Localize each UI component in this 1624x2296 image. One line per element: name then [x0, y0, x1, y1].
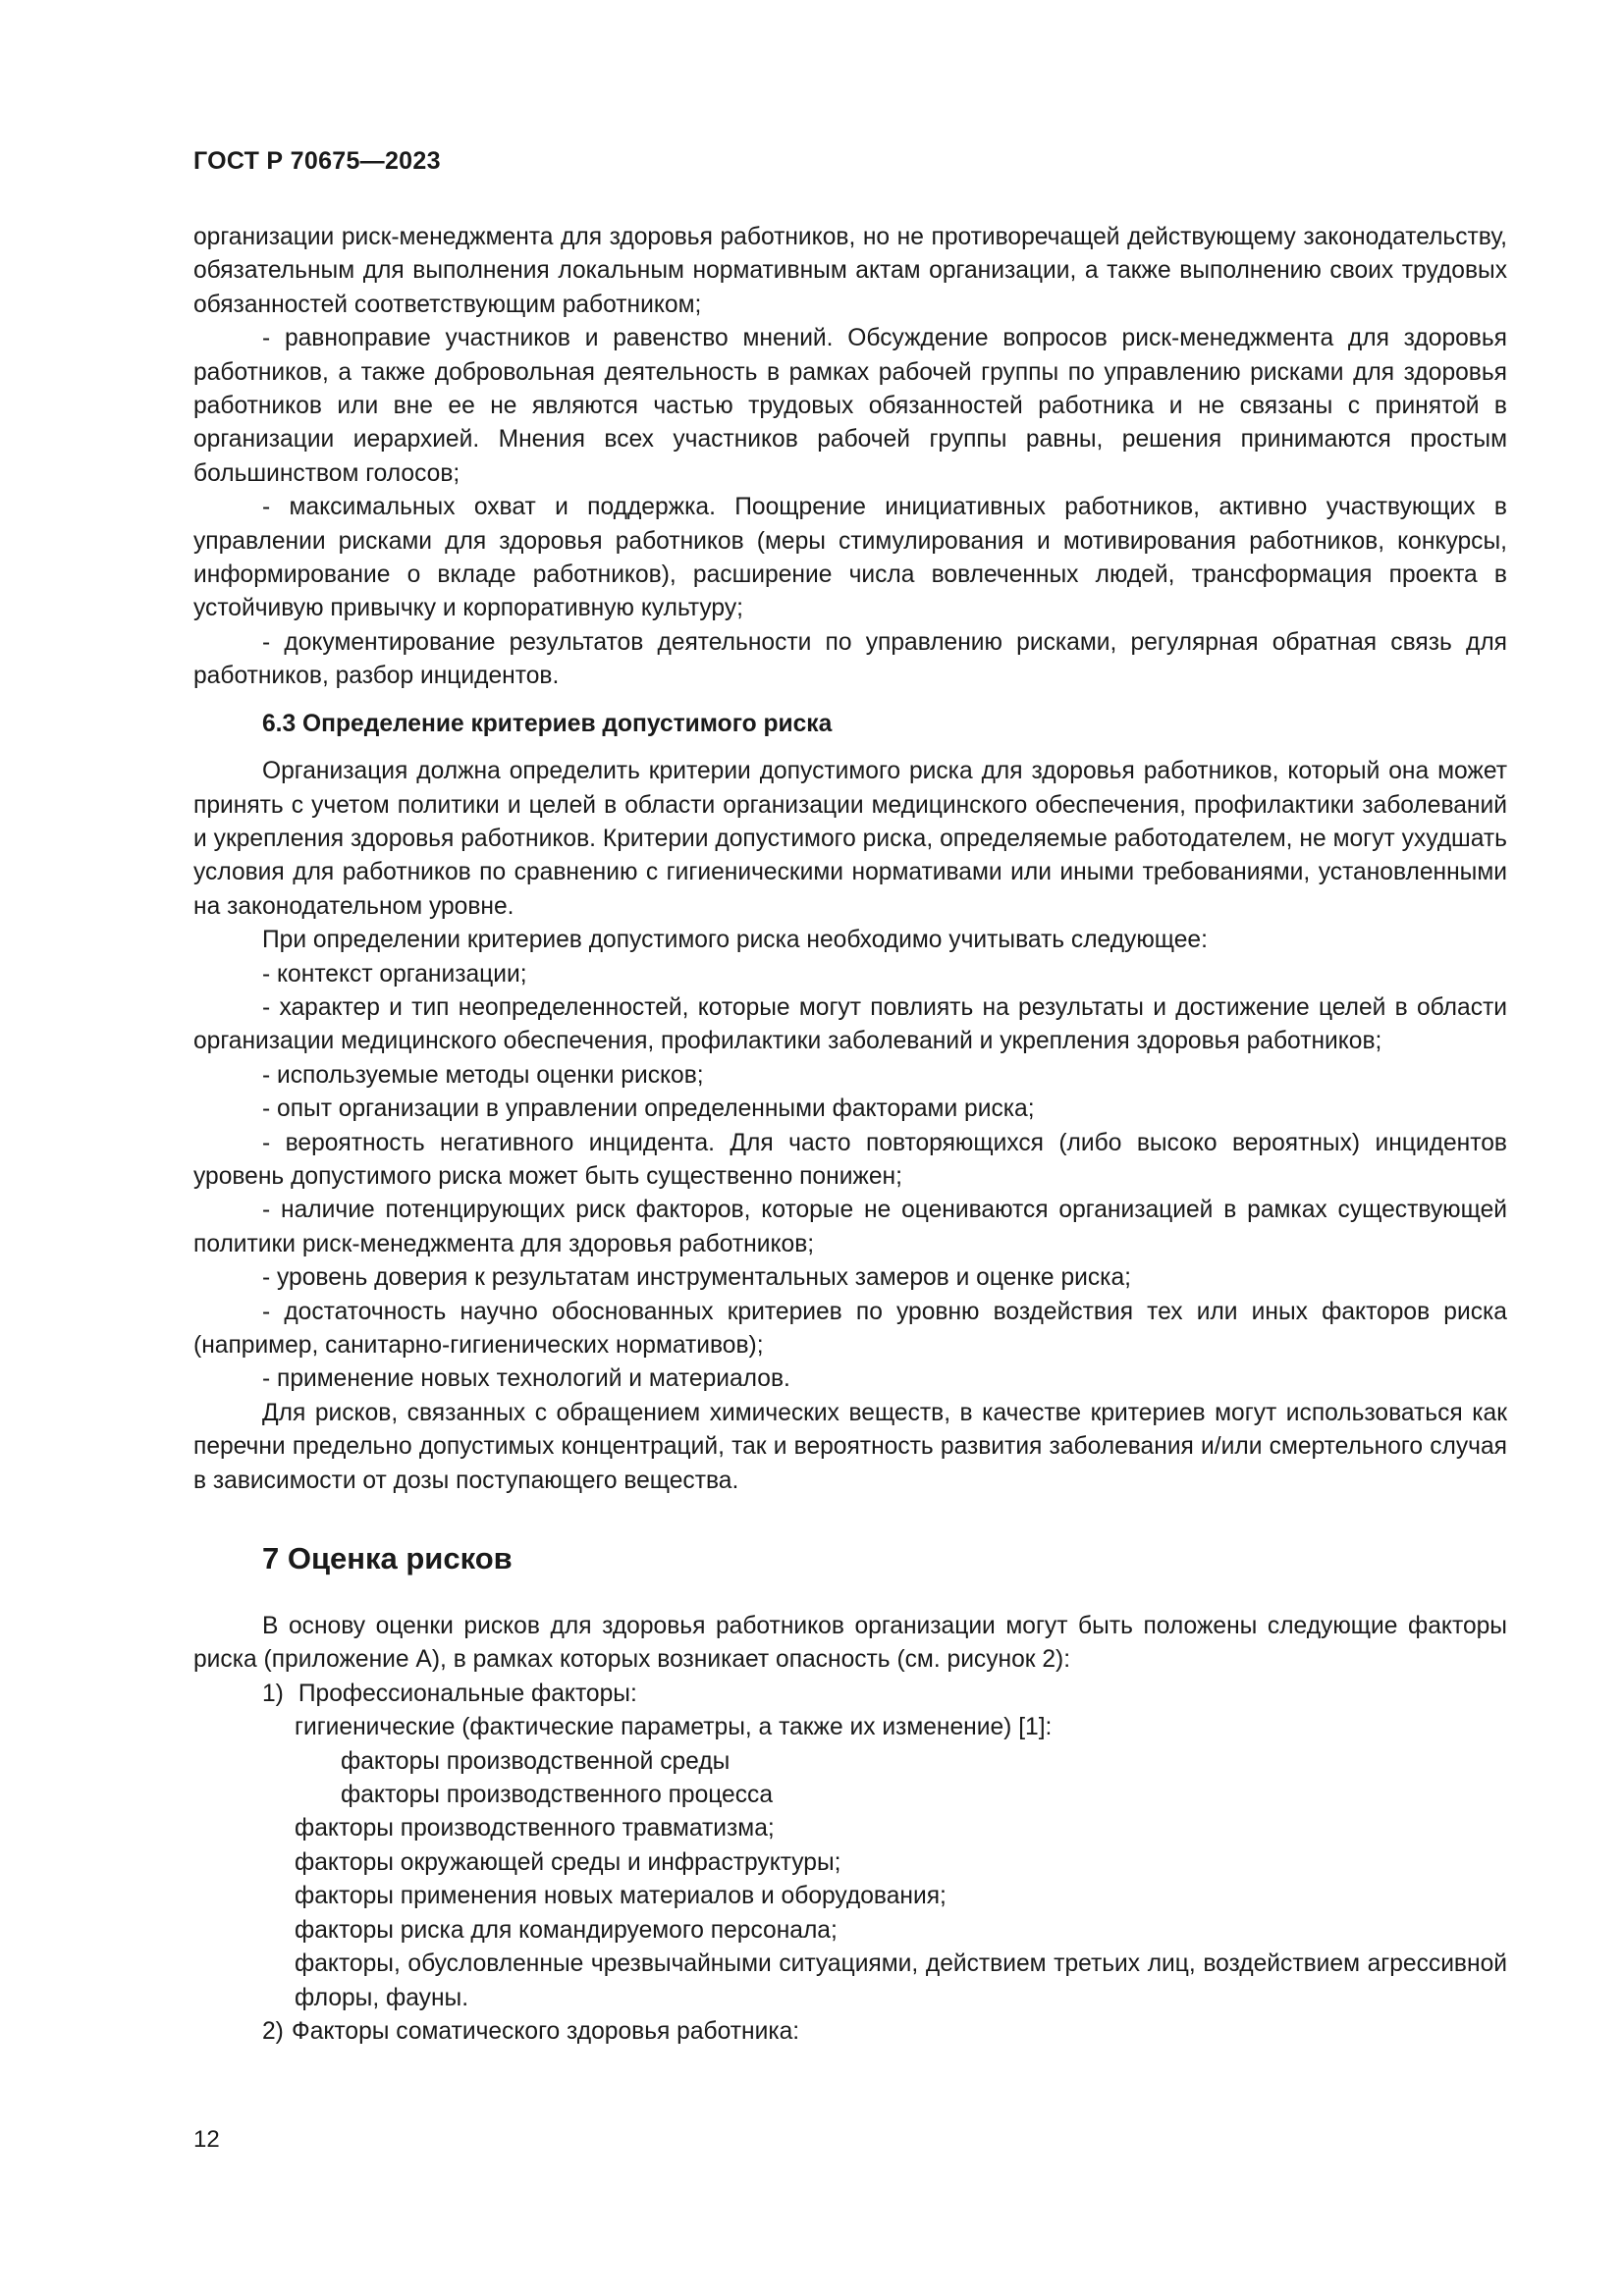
- list-item: - используемые методы оценки рисков;: [262, 1061, 704, 1089]
- list-item: - уровень доверия к результатам инструментальных замеров и оценке риска;: [262, 1264, 1131, 1292]
- list-number: 1): [262, 1680, 284, 1707]
- page-body: [193, 221, 1507, 2049]
- list-item: факторы производственного травматизма;: [295, 1815, 775, 1842]
- page-number: 12: [193, 2126, 220, 2153]
- list-item: факторы окружающей среды и инфраструктуры;: [295, 1848, 841, 1876]
- document-code: ГОСТ Р 70675—2023: [193, 147, 441, 175]
- list-item: факторы производственной среды: [341, 1747, 731, 1775]
- list-item: факторы применения новых материалов и оборудования;: [295, 1883, 947, 1910]
- section-7-heading: 7 Оценка рисков: [262, 1541, 513, 1576]
- list-item: - достаточность научно обоснованных критериев по уровню воздействия тех или иных факторов риска (например, санитарно-гигиенических нормативов);: [193, 1298, 1507, 1359]
- list-item: - опыт организации в управлении определенными факторами риска;: [262, 1095, 1035, 1123]
- list-item: - применение новых технологий и материалов.: [262, 1365, 790, 1393]
- paragraph: В основу оценки рисков для здоровья работников организации могут быть положены следующие факторы риска (приложение А), в рамках которых возникает опасность (см. рисунок 2):: [193, 1613, 1507, 1674]
- list-item: факторы, обусловленные чрезвычайными ситуациями, действием третьих лиц, воздействием агрессивной флоры, фауны.: [295, 1950, 1507, 2011]
- list-number: 2): [262, 2017, 284, 2045]
- paragraph: - равноправие участников и равенство мнений. Обсуждение вопросов риск-менеджмента для здоровья работников, а также добровольная деятельность в рамках рабочей группы по управлению рисками для здоровья работников или вне ее не являются частью трудовых обязанностей работника и не связаны с принятой в организации иерархией. Мнения всех участников рабочей группы равны, решения принимаются простым большинством голосов;: [193, 325, 1507, 487]
- paragraph: Организация должна определить критерии допустимого риска для здоровья работников, который она может принять с учетом политики и целей в области организации медицинского обеспечения, профилактики заболеваний и укрепления здоровья работников. Критерии допустимого риска, определяемые работодателем, не могут ухудшать условия для работников по сравнению с гигиеническими нормативами или иными требованиями, установленными на законодательном уровне.: [193, 758, 1507, 920]
- list-title: Профессиональные факторы:: [298, 1680, 637, 1707]
- list-item: - характер и тип неопределенностей, которые могут повлиять на результаты и достижение целей в области организации медицинского обеспечения, профилактики заболеваний и укрепления здоровья работников;: [193, 993, 1507, 1055]
- paragraph: - максимальных охват и поддержка. Поощрение инициативных работников, активно участвующих в управлении рисками для здоровья работников (меры стимулирования и мотивирования работников, конкурсы, информирование о вкладе работников), расширение числа вовлеченных людей, трансформация проекта в устойчивую привычку и корпоративную культуру;: [193, 494, 1507, 622]
- list-item: факторы риска для командируемого персонала;: [295, 1916, 838, 1944]
- list-item: [193, 1678, 1507, 1711]
- list-item: факторы производственного процесса: [341, 1782, 774, 1809]
- list-item: - контекст организации;: [262, 960, 527, 988]
- list-item: [193, 2015, 1507, 2049]
- list-title: Факторы соматического здоровья работника:: [292, 2017, 800, 2045]
- paragraph: При определении критериев допустимого риска необходимо учитывать следующее:: [262, 927, 1208, 954]
- paragraph: организации риск-менеджмента для здоровья работников, но не противоречащей действующему законодательству, обязательным для выполнения локальным нормативным актам организации, а также выполнению своих трудовых обязанностей соответствующим работником;: [193, 224, 1507, 318]
- list-item: гигиенические (фактические параметры, а также их изменение) [1]:: [295, 1714, 1053, 1741]
- list-item: - вероятность негативного инцидента. Для часто повторяющихся (либо высоко вероятных) инцидентов уровень допустимого риска может быть существенно понижен;: [193, 1129, 1507, 1190]
- paragraph: Для рисков, связанных с обращением химических веществ, в качестве критериев могут использоваться как перечни предельно допустимых концентраций, так и вероятность развития заболевания и/или смертельного случая в зависимости от дозы поступающего вещества.: [193, 1399, 1507, 1494]
- list-item: - наличие потенцирующих риск факторов, которые не оцениваются организацией в рамках существующей политики риск-менеджмента для здоровья работников;: [193, 1197, 1507, 1257]
- section-6-3-heading: 6.3 Определение критериев допустимого риска: [262, 710, 833, 737]
- paragraph: - документирование результатов деятельности по управлению рисками, регулярная обратная связь для работников, разбор инцидентов.: [193, 628, 1507, 690]
